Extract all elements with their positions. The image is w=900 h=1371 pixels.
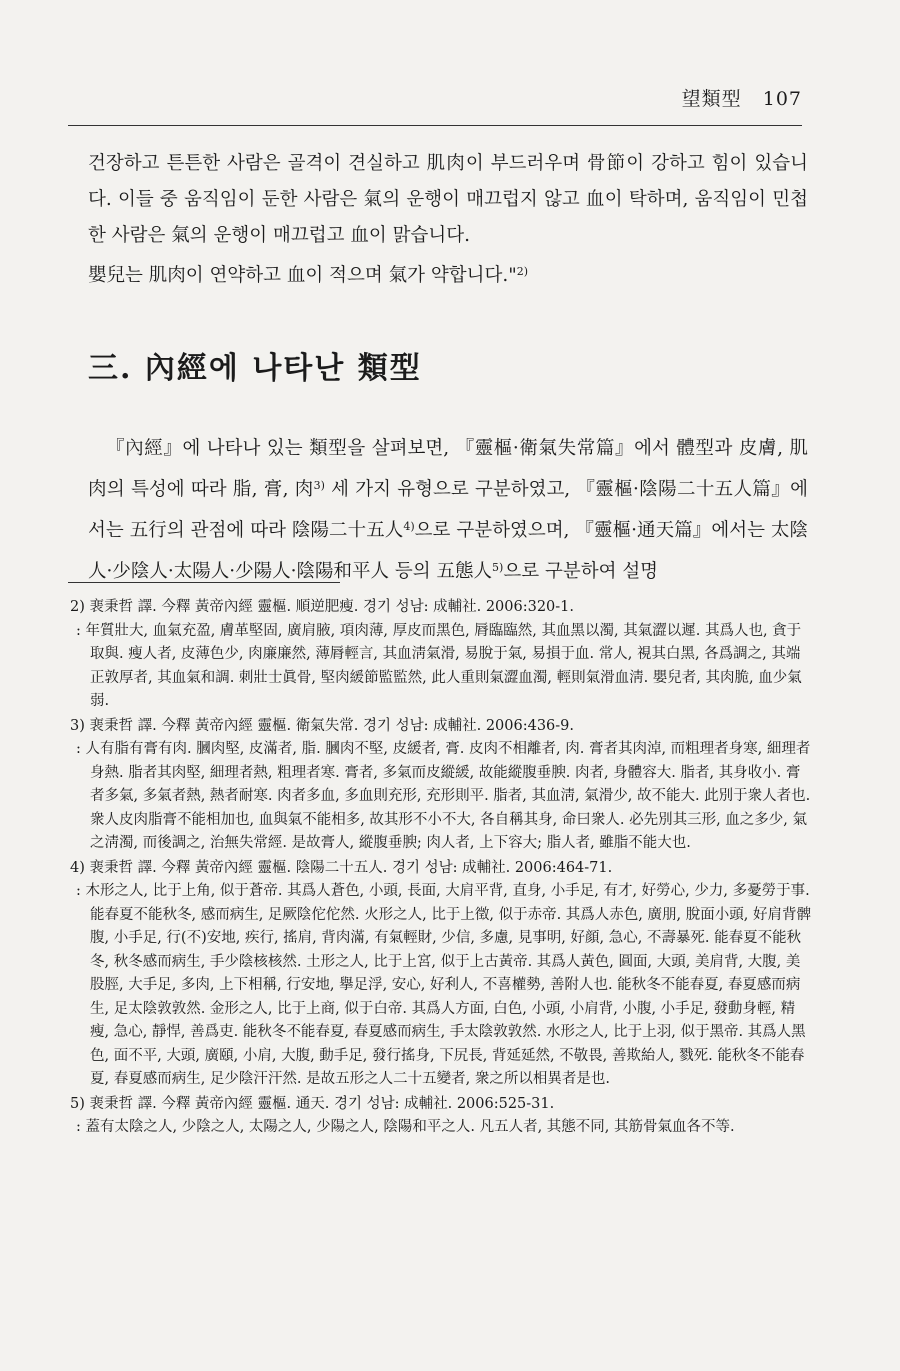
footnote-3 [70,715,812,856]
intro-paragraph-2 [88,254,808,294]
intro-text [88,146,808,294]
section-text-d: 으로 구분하여 설명 [503,561,659,582]
footnote-4 [70,857,812,1092]
footnote-rule [68,582,340,583]
footnote-5 [70,1093,812,1140]
footnote-quote: : 木形之人, 比于上角, 似于蒼帝. 其爲人蒼色, 小頭, 長面, 大肩平背, 直身, 小手足, 有才, 好勞心, 少力, 多憂勞于事. 能春夏不能秋冬, 感而病生, 足厥陰佗佗然. 火形之人, 比于上徵, 似于赤帝. 其爲人赤色, 廣朋, 脫面小頭, 好肩背髀腹, 小手足, 行(不)安地, 疾行, 搖肩, 背肉滿, 有氣輕財, 少信, 多慮, 見事明, 好顔, 急心, 不壽暴死. 能春夏不能秋冬, 秋冬感而病生, 手少陰核核然. 土形之人, 比于上宮, 似于上古黃帝. 其爲人黃色, 圓面, 大頭, 美肩背, 大腹, 美股脛, 大手足, 多肉, 上下相稱, 行安地, 擧足浮, 安心, 好利人, 不喜權勢, 善附人也. 能秋冬不能春夏, 春夏感而病生, 足太陰敦敦然. 金形之人, 比于上商, 似于白帝. 其爲人方面, 白色, 小頭, 小肩背, 小腹, 小手足, 發動身輕, 精瘦, 急心, 靜悍, 善爲吏. 能秋冬不能春夏, 春夏感而病生, 手太陰敦敦然. 水形之人, 比于上羽, 似于黑帝. 其爲人黑色, 面不平, 大頭, 廣頤, 小肩, 大腹, 動手足, 發行搖身, 下尻長, 背延延然, 不敬畏, 善欺紿人, 戮死. 能秋冬不能春夏, 春夏感而病生, 足少陰汗汗然. 是故五形之人二十五變者, 衆之所以相異者是也. [76,883,811,1087]
page-number: 107 [762,88,802,110]
intro-paragraph-2-text: 嬰兒는 肌肉이 연약하고 血이 적으며 氣가 약합니다." [88,265,517,286]
section-text-b: 세 가지 유형으로 구분하였고, 『靈樞·陰陽二十五人篇』에서는 五行의 관점에 따라 陰陽二十五人 [88,479,808,541]
running-header [68,84,802,111]
footnote-ref-4[interactable]: 4) [403,520,415,533]
section-body [88,430,808,590]
section-text-c: 으로 구분하였으며, 『靈樞·通天篇』에서는 太陰人·少陰人·太陽人·少陽人·陰陽和平人 등의 五態人 [88,520,808,582]
section-paragraph [88,430,808,590]
section-heading: 三. 內經에 나타난 類型 [88,351,422,386]
footnote-ref-5[interactable]: 5) [492,561,504,574]
footnote-citation: 5) 裵秉哲 譯. 今釋 黃帝內經 靈樞. 通天. 경기 성남: 成輔社. 2006:525-31. [70,1095,555,1112]
section-text-a: 『內經』에 나타나 있는 類型을 살펴보면, 『靈樞·衛氣失常篇』에서 體型과 皮膚, 肌肉의 특성에 따라 脂, 膏, 肉 [88,438,808,500]
header-rule [68,125,802,126]
footnotes [70,596,812,1141]
intro-paragraph-1 [88,146,808,254]
running-header-section: 望類型 [681,88,742,110]
footnote-citation: 4) 裵秉哲 譯. 今釋 黃帝內經 靈樞. 陰陽二十五人. 경기 성남: 成輔社. 2006:464-71. [70,859,613,876]
footnote-quote: : 年質壯大, 血氣充盈, 膚革堅固, 廣肩腋, 項肉薄, 厚皮而黑色, 脣臨臨然, 其血黑以濁, 其氣澀以遲. 其爲人也, 貪于取與. 瘦人者, 皮薄色少, 肉廉廉然, 薄脣輕言, 其血淸氣滑, 易脫于氣, 易損于血. 常人, 視其白黑, 各爲調之, 其端正敦厚者, 其血氣和調. 刺壯士眞骨, 堅肉緩節監監然, 此人重則氣澀血濁, 輕則氣滑血淸. 嬰兒者, 其肉脆, 血少氣弱. [76,622,802,709]
footnote-citation: 2) 裵秉哲 譯. 今釋 黃帝內經 靈樞. 順逆肥瘦. 경기 성남: 成輔社. 2006:320-1. [70,599,575,615]
footnote-citation: 3) 裵秉哲 譯. 今釋 黃帝內經 靈樞. 衛氣失常. 경기 성남: 成輔社. 2006:436-9. [70,717,575,734]
intro-paragraph-1-text: 건장하고 튼튼한 사람은 골격이 견실하고 肌肉이 부드러우며 骨節이 강하고 힘이 있습니다. 이들 중 움직임이 둔한 사람은 氣의 운행이 매끄럽지 않고 血이 탁하며, 움직임이 민첩한 사람은 氣의 운행이 매끄럽고 血이 맑습니다. [88,153,808,246]
footnote-quote: : 人有脂有膏有肉. 膕肉堅, 皮滿者, 脂. 膕肉不堅, 皮緩者, 膏. 皮肉不相離者, 肉. 膏者其肉淖, 而粗理者身寒, 細理者身熱. 脂者其肉堅, 細理者熱, 粗理者寒. 膏者, 多氣而皮縱緩, 故能縱腹垂腴. 肉者, 身體容大. 脂者, 其身收小. 膏者多氣, 多氣者熱, 熱者耐寒. 肉者多血, 多血則充形, 充形則平. 脂者, 其血淸, 氣滑少, 故不能大. 此別于衆人者也. 衆人皮肉脂膏不能相加也, 血與氣不能相多, 故其形不小不大, 各自稱其身, 命曰衆人. 必先別其三形, 血之多少, 氣之淸濁, 而後調之, 治無失常經. 是故膏人, 縱腹垂腴; 肉人者, 上下容大; 脂人者, 雖脂不能大也. [76,741,811,851]
footnote-ref-2[interactable]: 2) [516,265,529,278]
footnote-quote: : 蓋有太陰之人, 少陰之人, 太陽之人, 少陽之人, 陰陽和平之人. 凡五人者, 其態不同, 其筋骨氣血各不等. [76,1119,735,1135]
footnote-ref-3[interactable]: 3) [313,479,325,492]
footnote-2 [70,596,812,714]
